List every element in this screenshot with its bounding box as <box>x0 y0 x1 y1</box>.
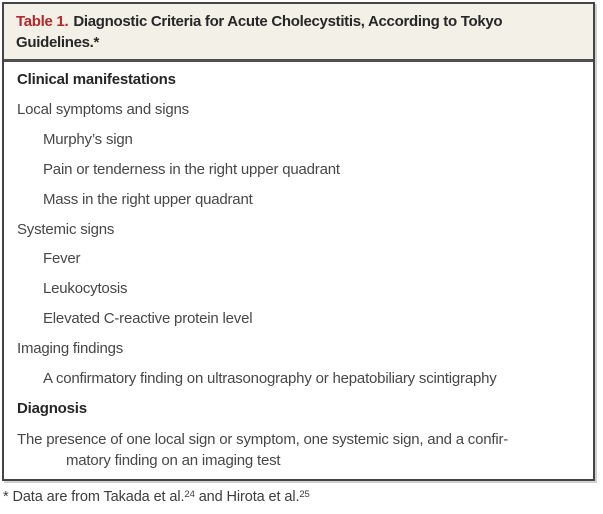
table-title-line2: Guidelines.* <box>16 34 100 51</box>
table-row: Mass in the right upper quadrant <box>43 190 253 208</box>
table-row: Elevated C-reactive protein level <box>43 310 253 328</box>
table-title-line1: Diagnostic Criteria for Acute Cholecystitis, According to Tokyo <box>73 13 503 30</box>
footnote-text-middle: and Hirota et al. <box>194 489 300 505</box>
table-row: Clinical manifestations <box>17 71 176 88</box>
table-row-line: matory finding on an imaging test <box>66 452 281 470</box>
table-footnote <box>3 489 310 505</box>
footnote-text: * Data are from Takada et al. <box>3 489 185 505</box>
table-row: Local symptoms and signs <box>17 100 189 118</box>
table-header <box>4 4 593 62</box>
table-row: Systemic signs <box>17 220 115 238</box>
table-row: Fever <box>43 250 81 268</box>
table-row <box>17 429 581 472</box>
diagnostic-criteria-table <box>2 2 595 481</box>
table-number-label: Table 1. <box>16 13 69 30</box>
footnote-citation-25: 25 <box>299 489 310 500</box>
table-row: A confirmatory finding on ultrasonography or hepatobiliary scintigraphy <box>43 370 497 388</box>
table-row: Leukocytosis <box>43 280 128 298</box>
table-row: Imaging findings <box>17 340 124 358</box>
table-row-line: The presence of one local sign or symptom, one systemic sign, and a confir- <box>17 430 509 448</box>
footnote-citation-24: 24 <box>184 489 195 500</box>
table-body <box>4 62 593 472</box>
table-row: Murphy’s sign <box>43 130 133 148</box>
table-row: Diagnosis <box>17 399 87 417</box>
table-row: Pain or tenderness in the right upper quadrant <box>43 160 340 178</box>
